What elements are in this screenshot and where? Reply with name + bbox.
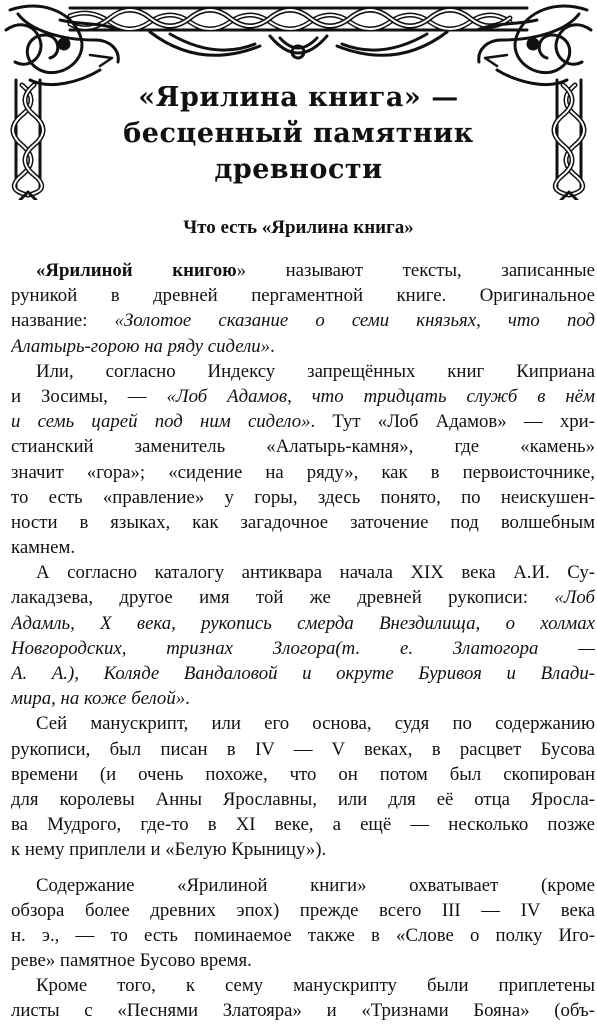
- hanging-arches: [150, 32, 447, 58]
- italic-quote: «Золотое сказание о семи князьях, что под: [114, 310, 595, 332]
- text-line: листы с «Песнями Златояра» и «Тризнами Бояна» (объ-: [11, 1000, 595, 1022]
- text-line: стианский заменитель «Алатырь-камня», где «камень»: [11, 436, 595, 458]
- top-braid-band: [70, 8, 527, 30]
- italic-quote: и семь царей под ним сидело»: [11, 411, 311, 433]
- italic-quote: Новгородских, тризнах Злогора(т. е. Златогора —: [11, 637, 595, 659]
- text-line: н. э., — то есть поминаемое также в «Слове о полку Иго-: [11, 924, 595, 946]
- text-line: [11, 409, 595, 434]
- text-line: [11, 585, 595, 610]
- right-corner-beast: [477, 6, 591, 84]
- italic-quote: Адамль, X века, рукопись смерда Внездилища, о холмах: [11, 612, 595, 634]
- text-span: .: [270, 335, 275, 357]
- text-line: А согласно каталогу антиквара начала XIX века А.И. Су-: [36, 562, 595, 584]
- text-line: [11, 308, 595, 333]
- italic-quote: Алатырь-горою на ряду сидели»: [11, 335, 271, 357]
- text-line: значит «гора»; «сидение на ряду», как в первоисточнике,: [11, 461, 595, 483]
- text-line: [11, 258, 595, 283]
- italic-quote: мира, на коже белой»: [11, 688, 186, 710]
- italic-quote: А. А.), Коляде Вандаловой и окруте Буривоя и Влади-: [11, 663, 595, 684]
- text-line: к нему приплели и «Белую Крыницу»).: [11, 839, 327, 861]
- right-vertical-braid: [554, 80, 584, 200]
- text-span: название:: [11, 310, 115, 332]
- text-line: камнем.: [11, 537, 76, 559]
- title-line: древности: [214, 154, 383, 185]
- text-line: реве» памятное Бусово время.: [11, 950, 252, 972]
- text-span: .: [185, 688, 190, 710]
- text-line: рукописи, был писан в IV — V веках, в расцвет Бусова: [11, 738, 595, 760]
- section-heading: Что есть «Ярилина книга»: [183, 217, 414, 238]
- text-line: руникой в древней пергаментной книге. Оригинальное: [11, 285, 595, 307]
- text-line: [11, 334, 595, 359]
- italic-quote: «Лоб: [554, 587, 595, 609]
- body-text: [11, 258, 595, 1024]
- text-line: для королевы Анны Ярославны, или для её отца Яросла-: [11, 788, 595, 810]
- bold-term: «Ярилиной книгою: [36, 260, 237, 281]
- title-line: бесценный памятник: [123, 118, 474, 149]
- text-line: [11, 636, 595, 661]
- text-line: то есть «правление» у горы, здесь понято, по неискушен-: [11, 486, 595, 508]
- text-span: » называют тексты, записанные: [236, 260, 595, 281]
- text-line: [11, 661, 595, 686]
- page-title: [120, 80, 477, 188]
- text-line: Сей манускрипт, или его основа, судя по содержанию: [36, 713, 595, 735]
- text-line: Содержание «Ярилиной книги» охватывает (кроме: [36, 874, 595, 896]
- text-line: Или, согласно Индексу запрещённых книг Киприана: [36, 360, 595, 382]
- text-span: и Зосимы, —: [11, 385, 167, 407]
- text-line: ва Мудрого, где-то в XI веке, а ещё — несколько позже: [11, 814, 595, 836]
- text-line: [11, 686, 595, 711]
- text-line: [11, 611, 595, 636]
- left-vertical-braid: [13, 80, 43, 200]
- italic-quote: «Лоб Адамов, что тридцать служб в нём: [166, 385, 595, 407]
- text-span: . Тут «Лоб Адамов» — хри-: [310, 411, 595, 433]
- paragraph-gap: [11, 863, 595, 873]
- text-line: времени (и очень похоже, что он потом был скопирован: [11, 763, 595, 785]
- text-span: лакадзева, другое имя той же древней рукописи:: [11, 587, 555, 609]
- text-line: Кроме того, к сему манускрипту были приплетены: [36, 975, 595, 997]
- title-line: «Ярилина книга» —: [138, 82, 459, 113]
- text-line: обзора более древних эпох) прежде всего III — IV века: [11, 899, 595, 921]
- text-line: ности в языках, как загадочное заточение под волшебным: [11, 511, 595, 533]
- text-line: [11, 384, 595, 409]
